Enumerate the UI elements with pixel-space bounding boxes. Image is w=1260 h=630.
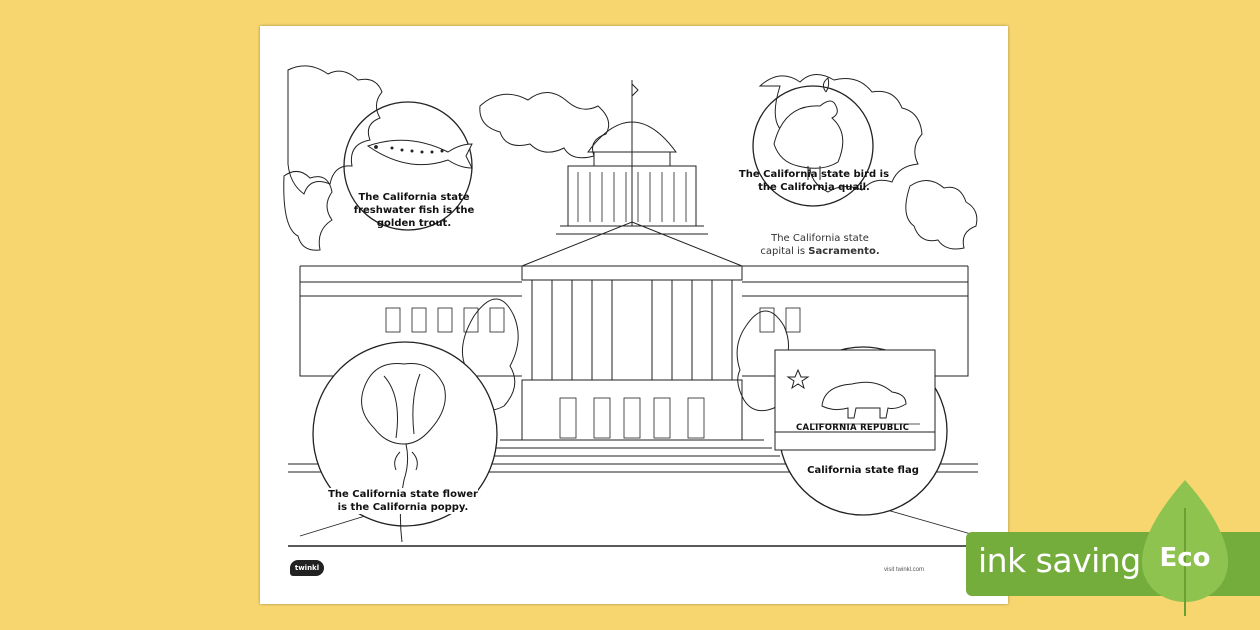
capital-caption: [740, 232, 900, 258]
ink-saving-label: ink saving: [978, 541, 1141, 580]
fish-caption: The California state freshwater fish is the golden trout.: [353, 192, 475, 229]
pediment: [522, 222, 742, 266]
capitol-line-art: [260, 26, 1008, 604]
trout-drawing: [368, 140, 472, 168]
foliage-right-mid: [906, 180, 977, 249]
footer-url: visit twinkl.com: [883, 567, 924, 573]
capital-city: Sacramento.: [808, 246, 880, 257]
foliage-left-mid: [284, 171, 332, 250]
flower-caption: The California state flower is the California poppy.: [328, 489, 478, 513]
foliage-top-left: [288, 66, 382, 194]
flag-caption: California state flag: [807, 465, 919, 476]
capital-caption-prefix: The California state capital is: [760, 233, 869, 257]
eco-label: Eco: [1159, 543, 1211, 573]
california-flag-drawing: [775, 350, 935, 450]
flag-banner-text: CALIFORNIA REPUBLIC: [796, 423, 910, 433]
foliage-top-center: [480, 92, 609, 157]
coloring-worksheet: [260, 26, 1008, 604]
twinkl-logo: twinkl: [290, 560, 324, 576]
bird-caption: The California state bird is the California quail.: [738, 169, 890, 193]
